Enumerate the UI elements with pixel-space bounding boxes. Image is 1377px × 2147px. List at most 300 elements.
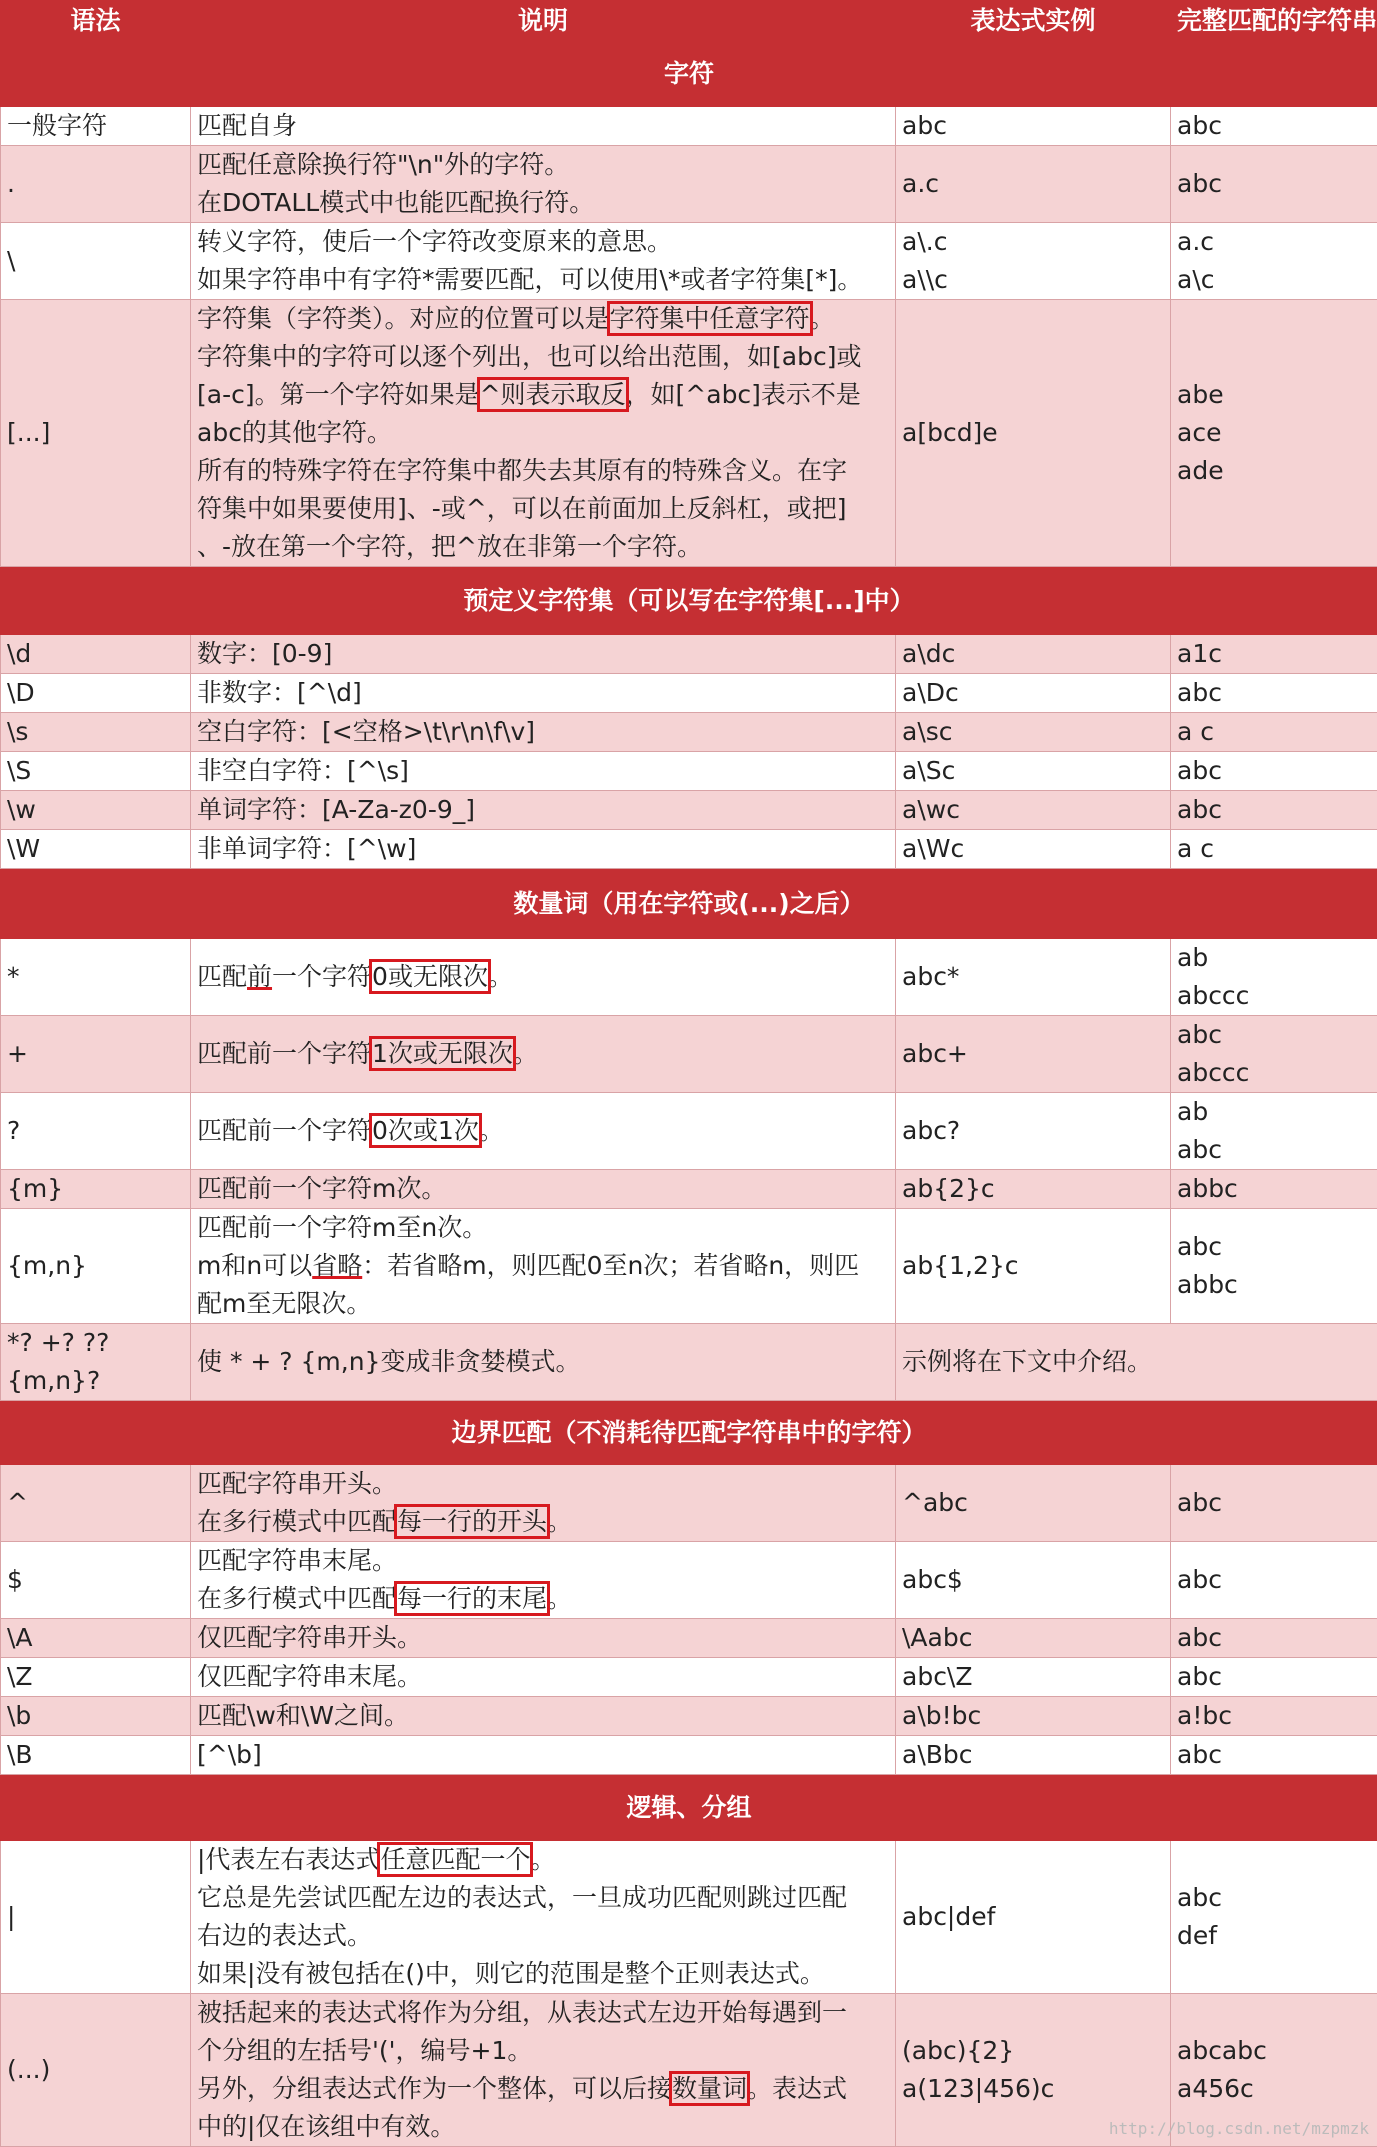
description-text: 它总是先尝试匹配左边的表达式，一旦成功匹配则跳过匹配 [197, 1883, 847, 1912]
description-cell [191, 1542, 896, 1619]
syntax-cell [1, 1841, 191, 1994]
match-cell [1171, 1619, 1377, 1658]
match-text: abc [1177, 1228, 1371, 1266]
description-line [197, 1580, 889, 1618]
description-line [197, 376, 889, 414]
description-cell [191, 752, 896, 791]
example-text: a(123|456)c [902, 2070, 1164, 2108]
description-cell [191, 146, 896, 223]
description-text: 匹配 [197, 962, 247, 991]
description-line [197, 752, 889, 790]
syntax-cell [1, 1324, 191, 1401]
table-row [1, 635, 1377, 674]
description-line [197, 1697, 889, 1735]
syntax-text: [...] [7, 414, 184, 452]
description-text: [a-c]。第一个字符如果是 [197, 380, 480, 409]
example-cell [896, 1093, 1171, 1170]
example-cell [896, 830, 1171, 869]
description-line [197, 1955, 889, 1993]
section-title: 逻辑、分组 [1, 1775, 1377, 1841]
highlighted-phrase: 数量词 [672, 2074, 747, 2103]
example-text: ab{1,2}c [902, 1247, 1164, 1285]
description-text: 使 * + ? {m,n}变成非贪婪模式。 [197, 1347, 580, 1376]
description-text: |代表左右表达式 [197, 1845, 380, 1874]
description-line [197, 1343, 889, 1381]
description-text: 个分组的左括号'('，编号+1。 [197, 2036, 532, 2065]
description-line [197, 1465, 889, 1503]
description-line [197, 338, 889, 376]
match-text: abbc [1177, 1170, 1371, 1208]
syntax-cell [1, 830, 191, 869]
syntax-text: \s [7, 713, 184, 751]
match-text: abc [1177, 791, 1371, 829]
description-line [197, 490, 889, 528]
example-text: a\Sc [902, 752, 1164, 790]
table-row [1, 1841, 1377, 1994]
syntax-cell [1, 1170, 191, 1209]
example-text: a\wc [902, 791, 1164, 829]
example-cell [896, 939, 1171, 1016]
section-header-row [1, 869, 1377, 939]
description-cell [191, 1697, 896, 1736]
description-text: 仅匹配字符串末尾。 [197, 1662, 422, 1691]
description-cell [191, 1465, 896, 1542]
section-header-row [1, 1775, 1377, 1841]
description-text: 匹配前一个字符m次。 [197, 1174, 446, 1203]
match-text: abc [1177, 1619, 1371, 1657]
section-title: 预定义字符集（可以写在字符集[...]中） [1, 567, 1377, 635]
table-row [1, 1465, 1377, 1542]
description-line [197, 1285, 889, 1323]
example-cell [896, 635, 1171, 674]
description-line [197, 1170, 889, 1208]
match-text: ab [1177, 939, 1371, 977]
match-text: abc [1177, 1736, 1371, 1774]
description-cell [191, 939, 896, 1016]
syntax-cell [1, 1016, 191, 1093]
description-text: 所有的特殊字符在字符集中都失去其原有的特殊含义。在字 [197, 456, 847, 485]
description-text: 右边的表达式。 [197, 1921, 372, 1950]
table-row [1, 1542, 1377, 1619]
description-cell [191, 1619, 896, 1658]
description-text: 匹配字符串末尾。 [197, 1546, 397, 1575]
description-line [197, 1542, 889, 1580]
syntax-cell [1, 1736, 191, 1775]
description-text: 空白字符：[<空格>\t\r\n\f\v] [197, 717, 535, 746]
description-line [197, 1247, 889, 1285]
table-row [1, 1736, 1377, 1775]
match-text: a.c [1177, 223, 1371, 261]
match-text: a456c [1177, 2070, 1371, 2108]
section-title: 数量词（用在字符或(...)之后） [1, 869, 1377, 939]
syntax-text: {m} [7, 1170, 184, 1208]
syntax-text: ^ [7, 1484, 184, 1522]
table-row [1, 107, 1377, 146]
syntax-cell [1, 1093, 191, 1170]
description-text: abc的其他字符。 [197, 418, 392, 447]
syntax-cell [1, 674, 191, 713]
description-text: 字符集中的字符可以逐个列出，也可以给出范围，如[abc]或 [197, 342, 861, 371]
match-cell [1171, 107, 1377, 146]
syntax-cell [1, 1994, 191, 2147]
example-text: a.c [902, 165, 1164, 203]
description-text: 中的|仅在该组中有效。 [197, 2112, 455, 2141]
match-cell [1171, 830, 1377, 869]
description-line [197, 1841, 889, 1879]
example-cell [896, 1658, 1171, 1697]
example-text: a\Wc [902, 830, 1164, 868]
description-line [197, 223, 889, 261]
description-line [197, 2032, 889, 2070]
match-cell [1171, 1736, 1377, 1775]
match-text: a!bc [1177, 1697, 1371, 1735]
match-text: abbc [1177, 1266, 1371, 1304]
example-cell [896, 146, 1171, 223]
highlighted-phrase: 每一行的末尾 [397, 1584, 547, 1613]
example-text: (abc){2} [902, 2032, 1164, 2070]
description-text: 在多行模式中匹配 [197, 1507, 397, 1536]
section-title: 字符 [1, 41, 1377, 107]
table-row [1, 713, 1377, 752]
description-cell [191, 830, 896, 869]
highlighted-phrase: 任意匹配一个 [380, 1845, 530, 1874]
syntax-cell [1, 146, 191, 223]
description-line [197, 1112, 889, 1150]
example-text: \Aabc [902, 1619, 1164, 1657]
table-row [1, 791, 1377, 830]
description-text: 数字：[0-9] [197, 639, 332, 668]
description-text: 匹配前一个字符m至n次。 [197, 1213, 487, 1242]
description-text: 被括起来的表达式将作为分组，从表达式左边开始每遇到一 [197, 1998, 847, 2027]
description-line [197, 1209, 889, 1247]
example-text: a\\c [902, 261, 1164, 299]
description-cell [191, 1093, 896, 1170]
description-line [197, 791, 889, 829]
description-text: ，如[^abc]表示不是 [626, 380, 861, 409]
match-text: abc [1177, 107, 1371, 145]
example-text: ^abc [902, 1484, 1164, 1522]
description-cell [191, 713, 896, 752]
highlighted-phrase: 0次或1次 [372, 1116, 479, 1145]
example-text: a[bcd]e [902, 414, 1164, 452]
syntax-text: *? +? ?? [7, 1324, 184, 1362]
table-row [1, 939, 1377, 1016]
description-cell [191, 674, 896, 713]
syntax-cell [1, 1697, 191, 1736]
syntax-text: \w [7, 791, 184, 829]
description-line [197, 1035, 889, 1073]
example-cell [896, 713, 1171, 752]
table-row [1, 1170, 1377, 1209]
match-text: abc [1177, 1016, 1371, 1054]
syntax-text: * [7, 958, 184, 996]
syntax-text: \ [7, 242, 184, 280]
highlighted-phrase: 每一行的开头 [397, 1507, 547, 1536]
syntax-cell [1, 1658, 191, 1697]
description-text: [^\b] [197, 1740, 262, 1769]
match-text: abc [1177, 674, 1371, 712]
example-text: abc [902, 107, 1164, 145]
match-text: a1c [1177, 635, 1371, 673]
header-description: 说明 [191, 1, 896, 41]
match-text: def [1177, 1917, 1371, 1955]
table-row [1, 1697, 1377, 1736]
example-cell [896, 223, 1171, 300]
match-cell [1171, 752, 1377, 791]
description-cell [191, 791, 896, 830]
description-text: 。 [547, 1584, 572, 1613]
description-text: 非单词字符：[^\w] [197, 834, 416, 863]
description-text: 匹配字符串开头。 [197, 1469, 397, 1498]
description-line [197, 261, 889, 299]
description-text: 。 [479, 1116, 504, 1145]
table-row [1, 223, 1377, 300]
match-cell [1171, 1658, 1377, 1697]
description-line [197, 1994, 889, 2032]
example-cell [896, 1542, 1171, 1619]
description-text: 。 [530, 1845, 555, 1874]
example-text: abc|def [902, 1898, 1164, 1936]
match-text: a c [1177, 830, 1371, 868]
match-cell [1171, 791, 1377, 830]
match-cell [1171, 1542, 1377, 1619]
description-cell [191, 1994, 896, 2147]
syntax-cell [1, 300, 191, 567]
syntax-text: {m,n}? [7, 1362, 184, 1400]
example-text: abc\Z [902, 1658, 1164, 1696]
table-row [1, 674, 1377, 713]
table-body [1, 41, 1377, 2147]
example-cell [896, 1170, 1171, 1209]
syntax-cell [1, 1619, 191, 1658]
header-full-match: 完整匹配的字符串 [1171, 1, 1377, 41]
example-text: 示例将在下文中介绍。 [902, 1343, 1371, 1381]
section-header-row [1, 567, 1377, 635]
watermark: http://blog.csdn.net/mzpmzk [1109, 2119, 1369, 2138]
table-row [1, 1209, 1377, 1324]
table-row [1, 300, 1377, 567]
example-cell [896, 752, 1171, 791]
description-text: ：若省略m，则匹配0至n次；若省略n，则匹 [362, 1251, 859, 1280]
match-cell [1171, 1170, 1377, 1209]
syntax-cell [1, 713, 191, 752]
example-cell [896, 1324, 1377, 1401]
syntax-text: + [7, 1035, 184, 1073]
example-cell [896, 1209, 1171, 1324]
description-line [197, 414, 889, 452]
description-line [197, 184, 889, 222]
syntax-cell [1, 939, 191, 1016]
match-text: abc [1177, 1484, 1371, 1522]
header-example: 表达式实例 [896, 1, 1171, 41]
description-cell [191, 1016, 896, 1093]
example-text: a\dc [902, 635, 1164, 673]
match-cell [1171, 1465, 1377, 1542]
match-cell [1171, 1016, 1377, 1093]
syntax-text: . [7, 165, 184, 203]
highlighted-phrase: 0或无限次 [372, 962, 488, 991]
syntax-text: $ [7, 1561, 184, 1599]
description-text: 一个字符 [272, 962, 372, 991]
description-cell [191, 635, 896, 674]
syntax-text: \W [7, 830, 184, 868]
description-cell [191, 1170, 896, 1209]
match-text: abc [1177, 1658, 1371, 1696]
match-text: a c [1177, 713, 1371, 751]
description-line [197, 1917, 889, 1955]
example-text: a\sc [902, 713, 1164, 751]
syntax-text: \D [7, 674, 184, 712]
description-text: 匹配自身 [197, 111, 297, 140]
match-text: abc [1177, 752, 1371, 790]
description-cell [191, 1324, 896, 1401]
description-line [197, 674, 889, 712]
match-text: abccc [1177, 1054, 1371, 1092]
match-text: abccc [1177, 977, 1371, 1015]
description-line [197, 1503, 889, 1541]
description-line [197, 958, 889, 996]
description-text: 配m至无限次。 [197, 1289, 371, 1318]
description-text: 。 [513, 1039, 538, 1068]
match-cell [1171, 300, 1377, 567]
syntax-cell [1, 1465, 191, 1542]
description-line [197, 830, 889, 868]
description-line [197, 713, 889, 751]
table-row [1, 1093, 1377, 1170]
description-line [197, 1658, 889, 1696]
description-text: 非空白字符：[^\s] [197, 756, 409, 785]
description-text: 字符集（字符类）。对应的位置可以是 [197, 304, 610, 333]
description-line [197, 146, 889, 184]
description-line [197, 528, 889, 566]
syntax-cell [1, 1542, 191, 1619]
description-text: 单词字符：[A-Za-z0-9_] [197, 795, 475, 824]
header-syntax: 语法 [1, 1, 191, 41]
syntax-cell [1, 107, 191, 146]
description-line [197, 635, 889, 673]
highlighted-phrase: 1次或无限次 [372, 1039, 513, 1068]
table-row [1, 1016, 1377, 1093]
description-text: 在DOTALL模式中也能匹配换行符。 [197, 188, 594, 217]
match-text: abc [1177, 165, 1371, 203]
syntax-cell [1, 791, 191, 830]
example-text: a\Bbc [902, 1736, 1164, 1774]
example-text: a\b!bc [902, 1697, 1164, 1735]
description-text: 另外，分组表达式作为一个整体，可以后接 [197, 2074, 672, 2103]
match-text: ade [1177, 452, 1371, 490]
description-cell [191, 1658, 896, 1697]
match-text: abc [1177, 1561, 1371, 1599]
example-cell [896, 1619, 1171, 1658]
match-cell [1171, 635, 1377, 674]
match-text: ace [1177, 414, 1371, 452]
description-line [197, 2108, 889, 2146]
match-cell [1171, 223, 1377, 300]
description-text: 匹配前一个字符 [197, 1039, 372, 1068]
syntax-text: ? [7, 1112, 184, 1150]
table-row [1, 146, 1377, 223]
match-cell [1171, 674, 1377, 713]
example-cell [896, 1697, 1171, 1736]
underlined-phrase: 省略 [312, 1251, 362, 1280]
match-text: abc [1177, 1131, 1371, 1169]
example-text: abc? [902, 1112, 1164, 1150]
match-text: abc [1177, 1879, 1371, 1917]
example-cell [896, 107, 1171, 146]
underlined-phrase: 前 [247, 962, 272, 991]
description-cell [191, 107, 896, 146]
description-text: 仅匹配字符串开头。 [197, 1623, 422, 1652]
match-text: ab [1177, 1093, 1371, 1131]
description-text: 如果字符串中有字符*需要匹配，可以使用\*或者字符集[*]。 [197, 265, 862, 294]
description-line [197, 1736, 889, 1774]
description-text: 在多行模式中匹配 [197, 1584, 397, 1613]
syntax-text: \S [7, 752, 184, 790]
example-cell [896, 1016, 1171, 1093]
description-text: 非数字：[^\d] [197, 678, 362, 707]
syntax-text: \B [7, 1736, 184, 1774]
example-cell [896, 1465, 1171, 1542]
description-text: 如果|没有被包括在()中，则它的范围是整个正则表达式。 [197, 1959, 825, 1988]
description-text: 。 [810, 304, 835, 333]
syntax-cell [1, 752, 191, 791]
description-line [197, 2070, 889, 2108]
description-text: 。 [547, 1507, 572, 1536]
syntax-text: 一般字符 [7, 107, 184, 145]
description-text: m和n可以 [197, 1251, 312, 1280]
description-text: 转义字符，使后一个字符改变原来的意思。 [197, 227, 672, 256]
match-cell [1171, 1841, 1377, 1994]
example-cell [896, 674, 1171, 713]
match-text: abcabc [1177, 2032, 1371, 2070]
example-text: abc+ [902, 1035, 1164, 1073]
table-row [1, 1658, 1377, 1697]
highlighted-phrase: ^则表示取反 [480, 380, 626, 409]
description-cell [191, 1736, 896, 1775]
table-row [1, 1324, 1377, 1401]
table-row [1, 830, 1377, 869]
description-text: 。 [488, 962, 513, 991]
match-cell [1171, 1697, 1377, 1736]
match-text: a\c [1177, 261, 1371, 299]
match-cell [1171, 1093, 1377, 1170]
description-cell [191, 1841, 896, 1994]
table-row [1, 752, 1377, 791]
example-text: abc* [902, 958, 1164, 996]
syntax-text: \d [7, 635, 184, 673]
section-title: 边界匹配（不消耗待匹配字符串中的字符） [1, 1401, 1377, 1465]
match-cell [1171, 1209, 1377, 1324]
match-text: abe [1177, 376, 1371, 414]
description-line [197, 300, 889, 338]
description-cell [191, 300, 896, 567]
example-cell [896, 1736, 1171, 1775]
description-text: 匹配\w和\W之间。 [197, 1701, 409, 1730]
syntax-text: \b [7, 1697, 184, 1735]
syntax-cell [1, 223, 191, 300]
example-cell [896, 1841, 1171, 1994]
description-text: 匹配前一个字符 [197, 1116, 372, 1145]
syntax-cell [1, 1209, 191, 1324]
example-cell [896, 791, 1171, 830]
description-text: 符集中如果要使用]、-或^，可以在前面加上反斜杠，或把] [197, 494, 846, 523]
example-text: a\Dc [902, 674, 1164, 712]
syntax-text: (...) [7, 2051, 184, 2089]
example-text: abc$ [902, 1561, 1164, 1599]
description-text: 匹配任意除换行符"\n"外的字符。 [197, 150, 569, 179]
syntax-text: \A [7, 1619, 184, 1657]
match-cell [1171, 713, 1377, 752]
